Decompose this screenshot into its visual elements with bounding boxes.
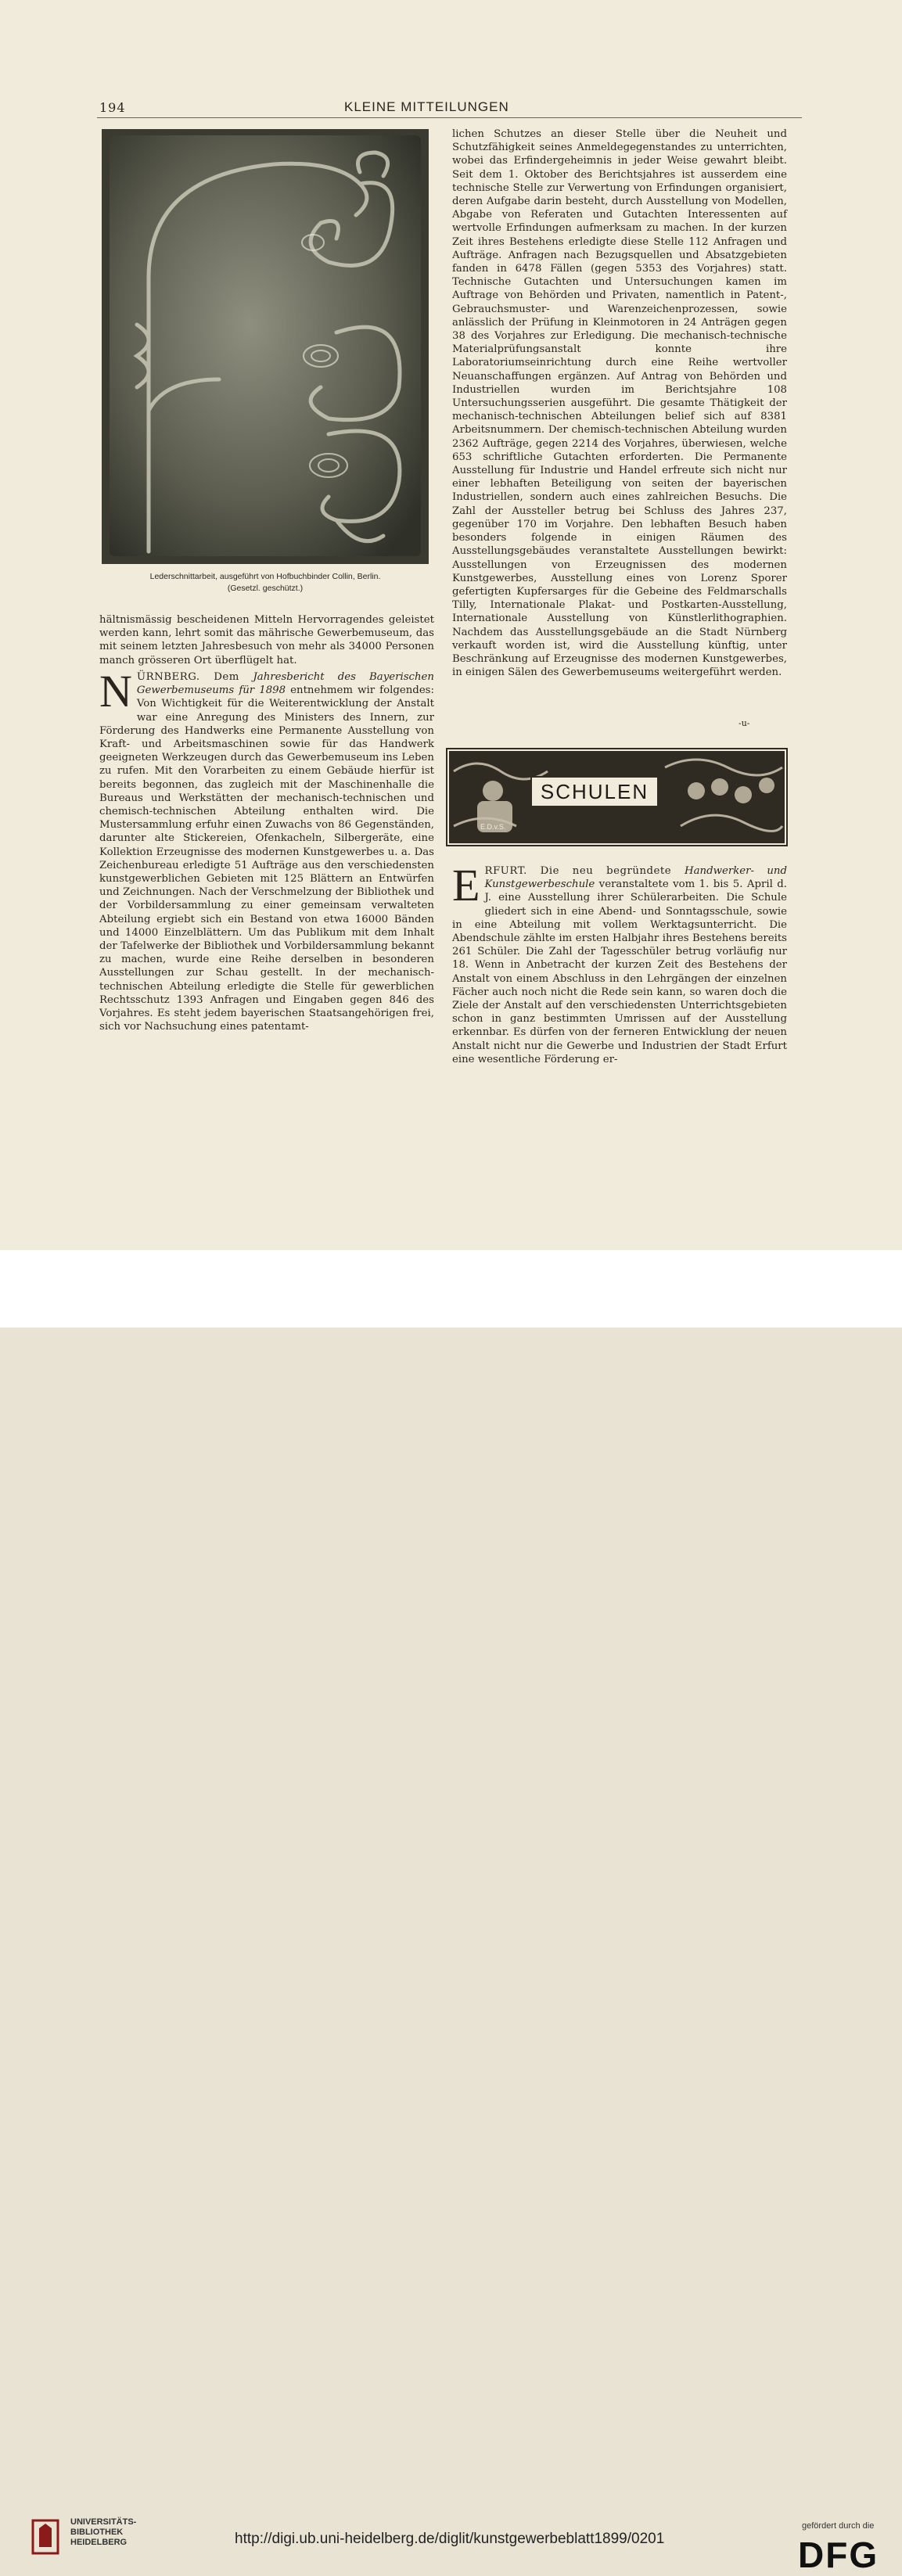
leather-cover-illustration [102, 129, 429, 564]
article-erfurt [452, 860, 787, 1066]
section-banner-schulen [446, 748, 788, 846]
school-name: Handwerker- und Kunstgewerbeschule [484, 865, 787, 891]
university-seal-icon [30, 2517, 61, 2556]
permalink[interactable]: http://digi.ub.uni-heidelberg.de/diglit/kunstgewerbeblatt1899/0201 [235, 2531, 665, 2547]
figure-caption [94, 571, 437, 595]
library-logo-text [70, 2517, 136, 2548]
library-line: BIBLIOTHEK [70, 2527, 124, 2537]
article-nuernberg [99, 666, 434, 1033]
page-number: 194 [99, 100, 126, 115]
paragraph [99, 666, 434, 1033]
caption-line-2: (Gesetzl. geschützt.) [227, 584, 304, 593]
leather-ornament-image [102, 129, 429, 564]
section-title: SCHULEN [530, 776, 659, 807]
dfg-logo: DFG [798, 2535, 879, 2575]
artist-signature: E.D.v.S. [480, 823, 506, 831]
paragraph: lichen Schutzes an dieser Stelle über die Neuheit und Schutzfähigkeit seines Anmeldegegenstandes zu unterrichten, wobei das Erfindergeheimnis in jeder Weise gewahrt bleibt. Seit dem 1. Oktober des Berichtsjahres ist ausserdem eine technische Stelle zur Verwertung von Erfindungen organisiert, deren Aufgabe darin besteht, durch Ausstellung von Modellen, Abgabe von Referaten und Gutachten Interessenten auf wertvolle Erfindungen aufmerksam zu machen. In der kurzen Zeit ihres Bestehens erledigte diese Stelle 112 Anfragen und Aufträge. Anfragen nach Bezugsquellen und Absatzgebieten fanden in 6478 Fällen (gegen 5353 des Vorjahres) statt. Technische Gutachten und Untersuchungen kamen im Auftrage von Behörden und Privaten, namentlich in Patent-, Gebrauchsmuster- und Warenzeichenprozessen, sowie anlässlich der Prüfung in Kleinmotoren in 24 Anträgen gegen 38 des Vorjahres zur Erledigung. Die mechanisch-technische Materialprüfungsanstalt konnte ihre Laboratoriumseinrichtung durch eine Reihe wertvoller Neuanschaffungen ergänzen. Auf Antrag von Behörden und Industriellen wurden im Berichtsjahre 108 Untersuchungsserien ausgeführt. Die gesamte Thätigkeit der mechanisch-technischen Abteilungen belief sich auf 8381 Arbeitsnummern. Der chemisch-technischen Abteilung wurden 2362 Aufträge, gegen 2214 des Vorjahres, überwiesen, welche 653 schriftliche Gutachten erforderten. Die Permanente Ausstellung für Industrie und Handel erfreute sich nicht nur einer lebhaften Beteiligung von seiten der bayerischen Industriellen, sondern auch eines zahlreichen Besuchs. Die Zahl der Aussteller betrug bei Schluss des Jahres 237, gegenüber 170 im Vorjahre. Den lebhaften Besuch haben besonders folgende in einigen Räumen des Ausstellungsgebäudes veranstaltete Ausstellungen bewirkt: Ausstellungen von Erzeugnissen des modernen Kunstgewerbes, Ausstellung eines von Lorenz Sporer gefertigten Kupfersarges für die Gebeine des Feldmarschalls Tilly, Internationale Plakat- und Postkarten-Ausstellung, Internationale Ausstellung von Künstlerlithographien. Nachdem das Ausstellungsgebäude an die Stadt Nürnberg verkauft worden ist, wird die Ausstellung künftig, unter Beschränkung auf Erzeugnisse des modernen Kunstgewerbes, in einigen Sälen des Gewerbemuseums weitergeführt werden. [452, 128, 787, 679]
running-title: KLEINE MITTEILUNGEN [344, 99, 509, 114]
drop-cap: N [99, 666, 132, 717]
paragraph: hältnismässig bescheidenen Mitteln Hervorragendes geleistet werden kann, lehrt somit das mährische Gewerbemuseum, das mit seinem letzten Jahresbesuch von mehr als 34000 Personen manch grösseren Ort überflügelt hat. [99, 614, 434, 666]
library-line: HEIDELBERG [70, 2538, 128, 2547]
article-lead: RFURT. Die neu begründete [484, 865, 685, 877]
viewer-footer [0, 1250, 902, 2575]
article-lead: ÜRNBERG. Dem [136, 671, 253, 683]
article-continuation [99, 613, 434, 667]
article-body: entnehmem wir folgendes: Von Wichtigkeit für die Weiterentwicklung der Anstalt war eine Anregung des Ministers des Innern, zur Förderung des Handwerks eine Permanente Ausstellung von Kraft- und Arbeitsmaschinen sowie für das Handwerk geeigneten Werkzeugen durch das Gewerbemuseum ins Leben zu rufen. Mit den Vorarbeiten zu einem Gebäude hierfür ist bereits begonnen, das zugleich mit der Maschinenhalle die Bureaus und Werkstätten der mechanisch-technischen und chemisch-technischen Abteilung enthalten wird. Die Mustersammlung erfuhr einen Zuwachs von 86 Gegenständen, darunter alte Stickereien, Ofenkacheln, Silbergeräte, eine Kollektion Erzeugnisse des modernen Kunstgewerbes u. a. Das Zeichenbureau erledigte 51 Aufträge aus den verschiedensten kunstgewerblichen Gebieten mit 125 Blättern an Entwürfen und Zeichnungen. Nach der Verschmelzung der Bibliothek und der Vorbildersammlung zu einer gemeinsam verwalteten Abteilung ergiebt sich ein Bestand von etwa 16000 Bänden und 14000 Einzelblättern. Um das Publikum mit dem Inhalt der Tafelwerke der Bibliothek und Vorbildersammlung bekannt zu machen, wurde eine Reihe derselben in besonderen Ausstellungen zur Schau gestellt. In der mechanisch-technischen Abteilung erledigte die Stelle für gewerblichen Rechtsschutz 1393 Anfragen und Eingaben gegen 846 des Vorjahres. Es steht jedem bayerischen Staatsangehörigen frei, sich vor Nachsuchung eines patentamt- [99, 684, 434, 1033]
header-rule [97, 117, 802, 118]
author-mark: -u- [738, 718, 750, 728]
paragraph [452, 860, 787, 1066]
drop-cap: E [452, 860, 480, 911]
report-title: Jahresbericht des Bayerischen Gewerbemuseums für 1898 [136, 671, 434, 697]
scanned-page [0, 0, 902, 1250]
article-nuernberg-continued [452, 128, 787, 679]
article-body: veranstaltete vom 1. bis 5. April d. J. eine Ausstellung ihrer Schülerarbeiten. Die Schule gliedert sich in eine Abend- und Sonntagsschule, sowie in eine Abteilung mit vollem Werktagsunterricht. Die Abendschule zählte im ersten Halbjahr ihres Bestehens bereits 261 Schüler. Die Zahl der Tagesschüler betrug vorläufig nur 18. Wenn in Anbetracht der kurzen Zeit des Bestehens der Anstalt von einem Abschluss in den Lehrgängen der einzelnen Fächer auch noch nicht die Rede sein kann, so waren doch die Ziele der Anstalt auf den verschiedensten Unterrichtsgebieten schon in ganz bestimmten Umrissen auf der Ausstellung erkennbar. Es dürfen von der ferneren Entwicklung der neuen Anstalt nicht nur die Gewerbe und Industrien der Stadt Erfurt eine wesentliche Förderung er- [452, 878, 787, 1065]
library-line: UNIVERSITÄTS- [70, 2517, 137, 2527]
caption-line-1: Lederschnittarbeit, ausgeführt von Hofbuchbinder Collin, Berlin. [149, 572, 381, 581]
funding-label: gefördert durch die [802, 2521, 875, 2531]
